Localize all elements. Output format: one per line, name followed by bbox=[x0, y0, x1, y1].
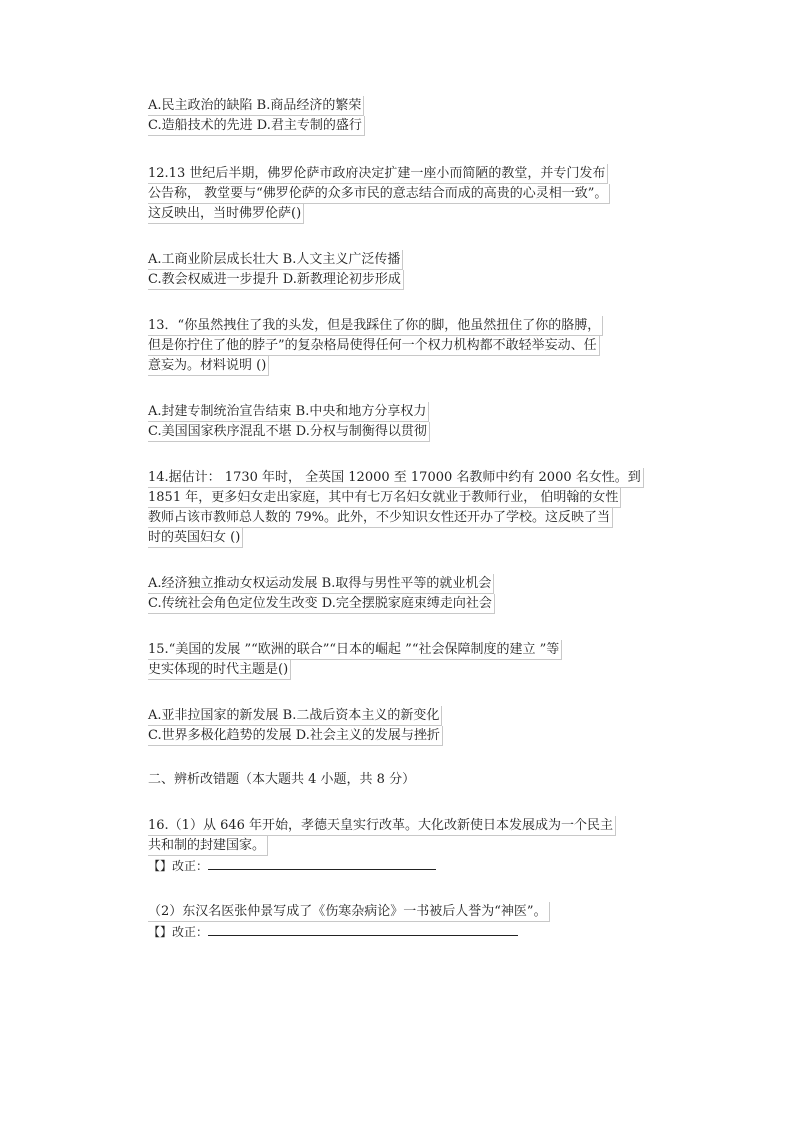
q13-stem-line1: 13．“你虽然拽住了我的头发，但是我踩住了你的脚，他虽然扭住了你的胳膊， bbox=[148, 316, 603, 336]
q15-stem-line2: 史实体现的时代主题是() bbox=[148, 660, 291, 680]
correction-blank[interactable] bbox=[208, 922, 518, 936]
q14-stem-line4: 时的英国妇女 () bbox=[148, 528, 243, 548]
q14-options-cd: C.传统社会角色定位发生改变 D.完全摆脱家庭束缚走向社会 bbox=[148, 594, 495, 614]
q13-options-ab: A.封建专制统治宣告结束 B.中央和地方分享权力 bbox=[148, 402, 429, 422]
correction-label: 【】改正： bbox=[148, 925, 209, 939]
q16-part1-line1: 16.（1）从 646 年开始，孝德天皇实行改革。大化改新使日本发展成为一个民主 bbox=[148, 816, 616, 836]
q13-options-cd: C.美国国家秩序混乱不堪 D.分权与制衡得以贯彻 bbox=[148, 422, 430, 442]
q15-options-ab: A.亚非拉国家的新发展 B.二战后资本主义的新变化 bbox=[148, 706, 442, 726]
q15-options-cd: C.世界多极化趋势的发展 D.社会主义的发展与挫折 bbox=[148, 726, 443, 746]
q16-part1-line2: 共和制的封建国家。 bbox=[148, 836, 268, 856]
q14-options-ab: A.经济独立推动女权运动发展 B.取得与男性平等的就业机会 bbox=[148, 574, 494, 594]
q12-stem-line2: 公告称， 教堂要与“佛罗伦萨的众多市民的意志结合而成的高贵的心灵相一致”。 bbox=[148, 184, 610, 204]
q12-stem-line1: 12.13 世纪后半期，佛罗伦萨市政府决定扩建一座小而简陋的教堂，并专门发布 bbox=[148, 164, 608, 184]
section2-heading: 二、辨析改错题（本大题共 4 小题，共 8 分） bbox=[148, 772, 416, 787]
q12-stem-line3: 这反映出，当时佛罗伦萨() bbox=[148, 204, 304, 224]
q14-stem-line1: 14.据估计： 1730 年时， 全英国 12000 至 17000 名教师中约有 2000 名女性。到 bbox=[148, 468, 644, 488]
q11-options-cd: C.造船技术的先进 D.君主专制的盛行 bbox=[148, 116, 365, 136]
q16-part2-line1: （2）东汉名医张仲景写成了《伤寒杂病论》一书被后人誉为“神医”。 bbox=[148, 902, 550, 922]
correction-blank[interactable] bbox=[208, 856, 436, 870]
q13-stem-line2: 但是你拧住了他的脖子”的复杂格局使得任何一个权力机构都不敢轻举妄动、任 bbox=[148, 336, 600, 356]
q15-stem-line1: 15.“美国的发展 ”“欧洲的联合”“日本的崛起 ”“社会保障制度的建立 ”等 bbox=[148, 640, 562, 660]
q14-stem-line2: 1851 年，更多妇女走出家庭，其中有七万名妇女就业于教师行业， 伯明翰的女性 bbox=[148, 488, 621, 508]
q11-options-ab: A.民主政治的缺陷 B.商品经济的繁荣 bbox=[148, 96, 364, 116]
q12-options-ab: A.工商业阶层成长壮大 B.人文主义广泛传播 bbox=[148, 250, 403, 270]
q12-options-cd: C.教会权威进一步提升 D.新教理论初步形成 bbox=[148, 270, 404, 290]
q16-part1-correction bbox=[148, 856, 458, 876]
q13-stem-line3: 意妄为。材料说明 () bbox=[148, 356, 269, 376]
q14-stem-line3: 教师占该市教师总人数的 79%。此外，不少知识女性还开办了学校。这反映了当 bbox=[148, 508, 613, 528]
correction-label: 【】改正： bbox=[148, 859, 209, 873]
q16-part2-correction bbox=[148, 922, 538, 942]
